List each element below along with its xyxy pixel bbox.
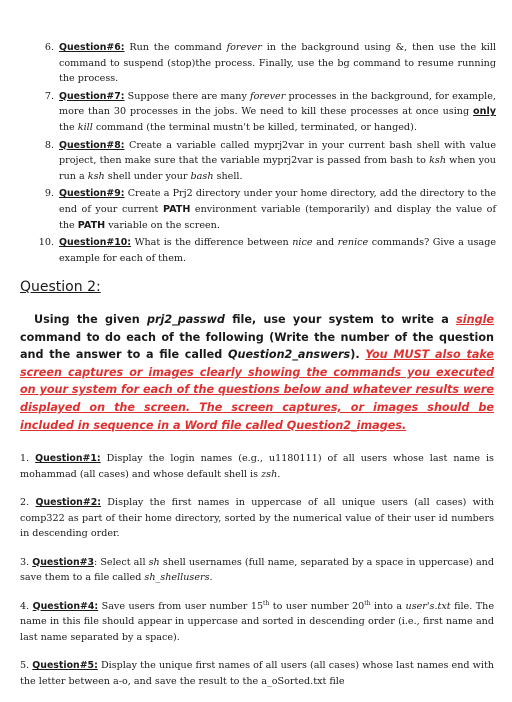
list-item bbox=[20, 451, 494, 482]
question-label: Question#3 bbox=[32, 556, 95, 568]
text-segment: bash bbox=[190, 170, 214, 182]
text-segment: . bbox=[209, 572, 213, 583]
text-segment: sh_shellusers bbox=[144, 572, 210, 583]
text-segment: forever bbox=[226, 42, 262, 53]
text-segment: What is the difference between bbox=[131, 237, 293, 249]
text-segment: ). bbox=[350, 348, 366, 362]
text-segment: Create a variable called myprj2var in your current bash shell with value project, then make sure that the variable myprj2var is passed from bash to bbox=[59, 139, 496, 167]
text-segment: prj2_passwd bbox=[146, 313, 225, 326]
item-text bbox=[59, 40, 496, 87]
text-segment: shell under your bbox=[104, 170, 191, 182]
question-label: Question#5: bbox=[32, 660, 98, 671]
text-segment: renice bbox=[337, 237, 369, 249]
item-text bbox=[59, 186, 496, 233]
item-number: 5. bbox=[20, 660, 30, 671]
text-segment: in the background using &, then use the kill command to suspend (stop)the process. Finally, use the bg command to resume running the process. bbox=[59, 42, 497, 85]
list-item bbox=[20, 495, 494, 542]
text-segment: Using the given bbox=[34, 313, 147, 326]
item-number: 9. bbox=[44, 188, 54, 200]
text-segment: PATH bbox=[162, 203, 191, 215]
list-item bbox=[20, 555, 494, 586]
list-item bbox=[20, 658, 494, 689]
question-label: Question#1: bbox=[35, 453, 101, 464]
item-number: 2. bbox=[20, 497, 30, 508]
list-item bbox=[36, 40, 496, 87]
text-segment: Suppose there are many bbox=[124, 90, 251, 102]
text-segment: command (the terminal mustn't be killed, terminated, or hanged). bbox=[92, 121, 417, 133]
text-segment: single bbox=[456, 313, 494, 326]
list-item bbox=[36, 186, 496, 233]
text-segment: into a bbox=[370, 600, 406, 612]
item-number: 1. bbox=[20, 453, 30, 464]
text-segment: Question2_answers bbox=[227, 348, 351, 362]
text-segment: sh bbox=[148, 556, 160, 568]
text-segment: the bbox=[59, 121, 78, 133]
question-label: Question#8: bbox=[59, 139, 125, 151]
text-segment: processes in the background, for example, more than 30 processes in the jobs. We need to kill these processes at once using bbox=[59, 90, 496, 118]
section-heading: Question 2: bbox=[20, 279, 101, 295]
item-text bbox=[59, 89, 496, 136]
question-label: Question#6: bbox=[59, 42, 125, 53]
question-body bbox=[59, 91, 496, 133]
text-segment: commands? Give a usage example for each of them. bbox=[59, 237, 497, 264]
text-segment: . bbox=[277, 468, 281, 480]
text-segment: kill bbox=[77, 121, 93, 133]
list-item bbox=[36, 235, 496, 266]
text-segment: nice bbox=[292, 237, 313, 249]
text-segment: and bbox=[312, 237, 338, 249]
question-label: Question#2: bbox=[35, 497, 101, 508]
question-label: Question#10: bbox=[59, 237, 132, 249]
question-label: Question#9: bbox=[59, 188, 125, 200]
text-segment: PATH bbox=[77, 219, 106, 231]
item-number: 8. bbox=[44, 139, 54, 151]
question2-instructions bbox=[20, 311, 494, 434]
text-segment: You MUST also take screen captures or images clearly showing the commands you executed on your system for each of the questions below and whatever results were displayed on the screen. The screen captures, or images should be included in sequence in a Word file called Question2_images. bbox=[20, 348, 495, 432]
list-item bbox=[36, 138, 496, 185]
item-number: 10. bbox=[38, 237, 54, 249]
text-segment: Display the first names in uppercase of all unique users (all cases) with comp322 as part of their home directory, sorted by the numerical value of their user id numbers in descending order. bbox=[20, 497, 494, 539]
text-segment: zsh bbox=[261, 468, 278, 480]
text-segment: command to do each of the following (Write the number of the question and the answer to a file called bbox=[20, 330, 494, 362]
question-body bbox=[59, 42, 496, 84]
item-number: 3. bbox=[20, 556, 30, 568]
question2-list bbox=[20, 451, 494, 702]
text-segment: file, use your system to write a bbox=[224, 313, 457, 326]
list-item bbox=[36, 89, 496, 136]
item-number: 4. bbox=[20, 600, 30, 612]
text-segment: Save users from user number 15 bbox=[98, 600, 264, 612]
text-segment: when you run a bbox=[59, 155, 496, 182]
question-body bbox=[59, 188, 496, 230]
text-segment: file. The name in this file should appear in uppercase and sorted in descending order (i.e., first name and last name separated by a space). bbox=[20, 600, 494, 643]
text-segment: Run the command bbox=[124, 42, 227, 53]
question-label: Question#4: bbox=[32, 600, 99, 612]
question-label: Question#7: bbox=[59, 90, 125, 102]
item-text bbox=[59, 138, 496, 185]
question1-list bbox=[36, 40, 496, 268]
text-segment: ksh bbox=[87, 170, 105, 182]
list-item bbox=[20, 599, 494, 646]
text-segment: user's.txt bbox=[405, 600, 451, 612]
text-segment: shell. bbox=[213, 170, 243, 182]
item-text bbox=[59, 235, 496, 266]
text-segment: shell usernames (full name, separated by a space in uppercase) and save them to a file called bbox=[20, 556, 494, 583]
text-segment: th bbox=[364, 599, 371, 607]
question-body bbox=[59, 140, 496, 182]
text-segment: environment variable (temporarily) and display the value of the bbox=[59, 203, 496, 231]
item-number: 6. bbox=[44, 42, 54, 53]
text-segment: forever bbox=[250, 90, 286, 102]
text-segment: th bbox=[263, 599, 270, 607]
text-segment: to user number 20 bbox=[269, 600, 365, 612]
text-segment: ksh bbox=[429, 155, 447, 167]
text-segment: variable on the screen. bbox=[105, 219, 220, 231]
text-segment: Create a Prj2 directory under your home directory, add the directory to the end of your current bbox=[59, 188, 496, 215]
text-segment: Display the login names (e.g., u1180111) of all users whose last name is mohammad (all cases) and whose default shell is bbox=[20, 453, 494, 480]
item-number: 7. bbox=[44, 90, 54, 102]
text-segment: : Select all bbox=[94, 556, 149, 568]
text-segment: only bbox=[473, 106, 496, 118]
text-segment: Display the unique first names of all users (all cases) whose last names end with the letter between a-o, and save the result to the a_oSorted.txt file bbox=[20, 660, 494, 687]
